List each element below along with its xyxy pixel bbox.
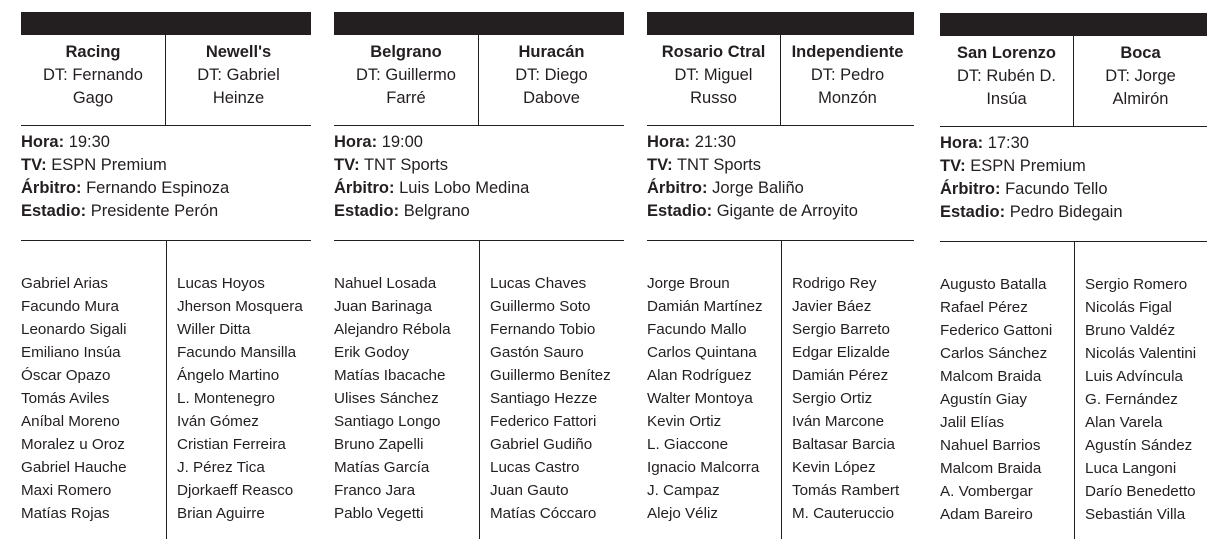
header-bar [647, 12, 914, 35]
coach-label: DT: [43, 66, 68, 84]
player-name: Nahuel Losada [334, 275, 437, 292]
coach-name: Diego [544, 66, 588, 84]
player-name: Luis Advíncula [1085, 368, 1183, 385]
match-info [21, 131, 311, 223]
player-name: Nahuel Barrios [940, 437, 1041, 454]
info-value: ESPN Premium [970, 157, 1086, 175]
column-divider [781, 240, 782, 539]
info-label: TV: [334, 156, 360, 174]
info-value: TNT Sports [363, 156, 449, 174]
player-name: Gabriel Hauche [21, 459, 127, 476]
player-name: Nicolás Valentini [1085, 345, 1197, 362]
info-value: Belgrano [403, 202, 470, 220]
player-name: Gabriel Gudiño [490, 436, 593, 453]
away-team [781, 35, 914, 125]
player-name: A. Vombergar [940, 483, 1033, 500]
team-name: Huracán [518, 43, 585, 61]
home-team [940, 36, 1074, 126]
coach-label: DT: [674, 66, 700, 84]
player-name: Sergio Romero [1085, 276, 1188, 293]
player-name: Ignacio Malcorra [647, 459, 760, 476]
player-name: L. Giaccone [647, 436, 729, 453]
player-name: Alejo Véliz [647, 505, 718, 522]
info-arbitro [940, 178, 1207, 201]
player-name: Agustín Sández [1085, 437, 1193, 454]
info-arbitro [334, 177, 624, 200]
player-name: Cristian Ferreira [177, 436, 286, 453]
player-name: Franco Jara [334, 482, 416, 499]
info-estadio [940, 201, 1207, 224]
coach-name: Fernando [72, 66, 143, 84]
player-name: Damián Martínez [647, 298, 763, 315]
away-team [1074, 36, 1207, 126]
info-estadio [21, 200, 311, 223]
player-name: Erik Godoy [334, 344, 410, 361]
player-name: Jherson Mosquera [177, 298, 303, 315]
info-value: Facundo Tello [1005, 180, 1108, 198]
player-name: Santiago Longo [334, 413, 441, 430]
player-name: Juan Barinaga [334, 298, 432, 315]
player-name: Malcom Braida [940, 368, 1042, 385]
player-name: Ulises Sánchez [334, 390, 439, 407]
coach-name-cont: Almirón [1112, 90, 1169, 108]
player-name: Sebastián Villa [1085, 506, 1186, 523]
player-name: Emiliano Insúa [21, 344, 121, 361]
info-value: 19:30 [68, 133, 110, 151]
info-value: Jorge Baliño [712, 179, 804, 197]
coach-name: Gabriel [226, 66, 280, 84]
away-lineup [792, 272, 899, 525]
info-label: Estadio: [21, 202, 87, 220]
player-name: Ángelo Martino [177, 367, 280, 384]
match-card [647, 12, 914, 539]
coach-name: Pedro [840, 66, 885, 84]
player-name: Rafael Pérez [940, 299, 1028, 316]
player-name: J. Campaz [647, 482, 720, 499]
player-name: Darío Benedetto [1085, 483, 1196, 500]
coach-label: DT: [810, 66, 836, 84]
player-name: Pablo Vegetti [334, 505, 424, 522]
info-hora [334, 131, 624, 154]
coach-line [781, 64, 914, 87]
info-estadio [334, 200, 624, 223]
team-name: Independiente [791, 43, 904, 61]
player-name: Tomás Rambert [792, 482, 900, 499]
player-name: Jalil Elías [940, 414, 1005, 431]
info-estadio [647, 200, 914, 223]
player-name: Facundo Mansilla [177, 344, 297, 361]
player-name: Javier Báez [792, 298, 872, 315]
info-label: Hora: [940, 134, 984, 152]
info-value: TNT Sports [676, 156, 762, 174]
team-name: Rosario Ctral [661, 43, 766, 61]
player-name: Agustín Giay [940, 391, 1027, 408]
player-name: Sergio Barreto [792, 321, 890, 338]
player-name: Facundo Mallo [647, 321, 747, 338]
player-name: Willer Ditta [177, 321, 251, 338]
header-bar [940, 13, 1207, 36]
team-name: Boca [1120, 44, 1161, 62]
match-card [940, 13, 1207, 539]
coach-label: DT: [356, 66, 381, 84]
player-name: Bruno Zapelli [334, 436, 424, 453]
teams-row [21, 35, 311, 125]
player-name: Alejandro Rébola [334, 321, 451, 338]
info-label: Estadio: [647, 202, 713, 220]
coach-line [166, 64, 311, 87]
info-hora [647, 131, 914, 154]
coach-name-cont: Insúa [986, 90, 1027, 108]
column-divider [1074, 241, 1075, 539]
player-name: Gabriel Arias [21, 275, 108, 292]
coach-label: DT: [515, 66, 541, 84]
coach-line [21, 64, 165, 87]
away-team [166, 35, 311, 125]
divider [940, 126, 1207, 127]
player-name: Brian Aguirre [177, 505, 265, 522]
player-name: Guillermo Soto [490, 298, 591, 315]
info-label: Hora: [647, 133, 691, 151]
player-name: Matías Cóccaro [490, 505, 597, 522]
divider [647, 125, 914, 126]
player-name: Carlos Quintana [647, 344, 757, 361]
match-card [21, 12, 311, 539]
player-name: Malcom Braida [940, 460, 1042, 477]
info-label: TV: [940, 157, 966, 175]
info-label: Estadio: [940, 203, 1006, 221]
player-name: Carlos Sánchez [940, 345, 1048, 362]
coach-name: Miguel [703, 66, 753, 84]
player-name: Iván Gómez [177, 413, 259, 430]
home-lineup [940, 273, 1052, 526]
match-info [647, 131, 914, 223]
coach-line [334, 64, 478, 87]
info-hora [940, 132, 1207, 155]
coach-label: DT: [956, 67, 982, 85]
away-lineup [490, 272, 611, 525]
player-name: Gastón Sauro [490, 344, 584, 361]
player-name: Lucas Hoyos [177, 275, 265, 292]
info-tv [21, 154, 311, 177]
player-name: Tomás Aviles [21, 390, 110, 407]
divider [21, 125, 311, 126]
player-name: Maxi Romero [21, 482, 112, 499]
home-team [21, 35, 166, 125]
info-label: Árbitro: [334, 179, 395, 197]
coach-label: DT: [197, 66, 222, 84]
team-name: San Lorenzo [956, 44, 1056, 62]
info-arbitro [21, 177, 311, 200]
player-name: Alan Rodríguez [647, 367, 752, 384]
header-bar [21, 12, 311, 35]
player-name: Djorkaeff Reasco [177, 482, 294, 499]
coach-line [479, 64, 624, 87]
info-value: Gigante de Arroyito [716, 202, 858, 220]
player-name: Lucas Castro [490, 459, 580, 476]
player-name: Santiago Hezze [490, 390, 598, 407]
player-name: Juan Gauto [490, 482, 569, 499]
info-value: Luis Lobo Medina [399, 179, 530, 197]
coach-name-cont: Farré [386, 89, 426, 107]
player-name: Kevin Ortiz [647, 413, 722, 430]
player-name: Aníbal Moreno [21, 413, 120, 430]
info-value: 19:00 [381, 133, 423, 151]
info-label: Estadio: [334, 202, 400, 220]
player-name: Luca Langoni [1085, 460, 1177, 477]
player-name: Rodrigo Rey [792, 275, 877, 292]
coach-name-cont: Gago [72, 89, 114, 107]
coach-name-cont: Russo [690, 89, 737, 107]
player-name: Óscar Opazo [21, 367, 111, 384]
player-name: Guillermo Benítez [490, 367, 611, 384]
player-name: Bruno Valdéz [1085, 322, 1176, 339]
coach-line [940, 65, 1073, 88]
player-name: Nicolás Figal [1085, 299, 1172, 316]
away-lineup [177, 272, 303, 525]
home-lineup [21, 272, 127, 525]
info-value: ESPN Premium [51, 156, 167, 174]
match-info [940, 132, 1207, 224]
info-label: Árbitro: [21, 179, 82, 197]
info-label: Árbitro: [940, 180, 1001, 198]
info-value: 17:30 [987, 134, 1029, 152]
player-name: Damián Pérez [792, 367, 889, 384]
team-name: Belgrano [370, 43, 442, 61]
player-name: Fernando Tobio [490, 321, 596, 338]
home-lineup [647, 272, 763, 525]
player-name: Iván Marcone [792, 413, 885, 430]
home-team [334, 35, 479, 125]
header-bar [334, 12, 624, 35]
player-name: Facundo Mura [21, 298, 119, 315]
team-name: Newell's [205, 43, 272, 61]
team-name: Racing [65, 43, 121, 61]
player-name: Matías García [334, 459, 430, 476]
info-value: Fernando Espinoza [86, 179, 230, 197]
player-name: G. Fernández [1085, 391, 1178, 408]
player-name: M. Cauteruccio [792, 505, 895, 522]
player-name: Federico Fattori [490, 413, 597, 430]
info-label: TV: [21, 156, 47, 174]
info-value: Presidente Perón [90, 202, 219, 220]
column-divider [479, 240, 480, 539]
match-info [334, 131, 624, 223]
player-name: Moralez u Oroz [21, 436, 125, 453]
info-value: Pedro Bidegain [1009, 203, 1123, 221]
player-name: Baltasar Barcia [792, 436, 895, 453]
player-name: J. Pérez Tica [177, 459, 265, 476]
teams-row [940, 36, 1207, 126]
player-name: Matías Rojas [21, 505, 110, 522]
player-name: Lucas Chaves [490, 275, 587, 292]
away-lineup [1085, 273, 1196, 526]
info-hora [21, 131, 311, 154]
info-label: TV: [647, 156, 673, 174]
player-name: Matías Ibacache [334, 367, 446, 384]
info-tv [334, 154, 624, 177]
player-name: Leonardo Sigali [21, 321, 127, 338]
teams-row [334, 35, 624, 125]
info-label: Hora: [21, 133, 65, 151]
info-value: 21:30 [694, 133, 736, 151]
info-tv [647, 154, 914, 177]
teams-row [647, 35, 914, 125]
player-name: Federico Gattoni [940, 322, 1053, 339]
info-tv [940, 155, 1207, 178]
player-name: Alan Varela [1085, 414, 1163, 431]
coach-name: Jorge [1134, 67, 1176, 85]
player-name: L. Montenegro [177, 390, 275, 407]
coach-name: Guillermo [385, 66, 456, 84]
player-name: Jorge Broun [647, 275, 730, 292]
coach-name-cont: Heinze [212, 89, 265, 107]
coach-name: Rubén D. [986, 67, 1057, 85]
coach-line [647, 64, 780, 87]
column-divider [166, 240, 167, 539]
coach-name-cont: Monzón [818, 89, 877, 107]
away-team [479, 35, 624, 125]
home-lineup [334, 272, 451, 525]
info-label: Árbitro: [647, 179, 708, 197]
player-name: Augusto Batalla [940, 276, 1047, 293]
info-label: Hora: [334, 133, 378, 151]
player-name: Adam Bareiro [940, 506, 1033, 523]
player-name: Sergio Ortiz [792, 390, 873, 407]
divider [334, 125, 624, 126]
player-name: Walter Montoya [647, 390, 753, 407]
info-arbitro [647, 177, 914, 200]
player-name: Kevin López [792, 459, 876, 476]
coach-name-cont: Dabove [523, 89, 580, 107]
coach-line [1074, 65, 1207, 88]
player-name: Edgar Elizalde [792, 344, 890, 361]
match-card [334, 12, 624, 539]
coach-label: DT: [1105, 67, 1130, 85]
home-team [647, 35, 781, 125]
